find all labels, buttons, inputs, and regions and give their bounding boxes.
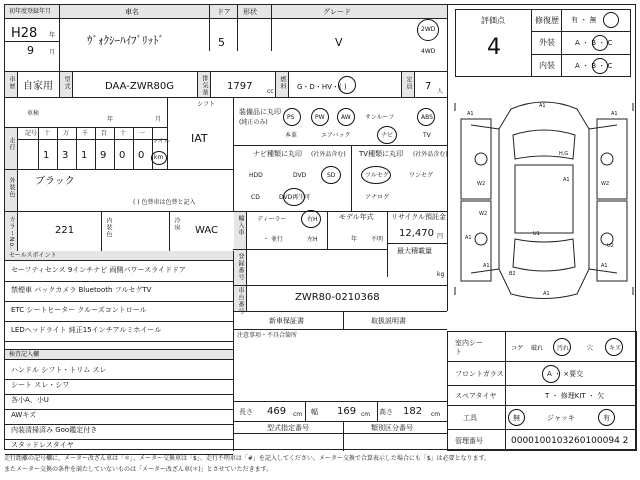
- equipment-item: PS: [287, 114, 295, 121]
- management-value: 0000100103260100094 2: [511, 436, 629, 446]
- tv-item: ワンセグ: [409, 172, 434, 179]
- diagram-label: A1: [611, 111, 618, 117]
- diagram-label: U2: [607, 243, 614, 249]
- exterior-options: A ・ B ・ C: [575, 39, 613, 47]
- spare-label: スペアタイヤ: [455, 392, 497, 400]
- tv-item: アナログ: [365, 194, 390, 201]
- reg-month: 9: [27, 44, 34, 57]
- windshield-a-circle: [542, 365, 560, 383]
- navi-item: HDD: [249, 172, 263, 179]
- odometer-col-label: 万: [63, 130, 70, 137]
- windshield-label: フロントガラス: [455, 370, 504, 378]
- equipment-item: エアバック: [321, 132, 351, 139]
- diagram-label: W2: [479, 211, 488, 217]
- color-label: 外装色: [8, 177, 15, 198]
- seat-dirty-circle: [553, 338, 571, 356]
- spare-options: T ・ 修理KIT ・ 欠: [545, 392, 605, 400]
- diagram-label: A1: [601, 263, 608, 269]
- diagram-label: A1: [543, 291, 550, 297]
- equipment-circle: [337, 108, 355, 126]
- cooler-label: 冷房: [173, 217, 180, 231]
- capacity-value: 7: [425, 81, 432, 92]
- color-name: ブラック: [35, 176, 75, 187]
- seat-option: 破れ: [531, 345, 544, 352]
- import-label: 輸入車: [237, 215, 244, 236]
- repair-options: 有 ・ 無: [571, 16, 597, 24]
- jack-label: ジャッキ: [547, 414, 575, 422]
- odometer-digit: 3: [62, 150, 69, 161]
- navi-dvd-circle: [283, 188, 305, 206]
- color-code: 221: [55, 225, 75, 236]
- steering-right: 右H: [307, 216, 318, 223]
- displacement-unit: cc: [267, 88, 274, 95]
- equipment-label: 装備品に丸印: [239, 108, 281, 116]
- odometer-digit: 1: [43, 150, 50, 161]
- equipment-circle: [417, 108, 435, 126]
- type-number-label: 型式指定番号: [267, 424, 309, 432]
- grade-label: グレード: [323, 8, 351, 16]
- car-outline-icon: [455, 102, 633, 299]
- reg-date-label: 初年度登録年月: [9, 8, 52, 15]
- height-unit: cm: [431, 411, 441, 418]
- tools-label: 工具: [463, 414, 477, 422]
- shift-label: シフト: [197, 101, 216, 108]
- width-label: 幅: [311, 408, 318, 416]
- car-damage-diagram: [451, 89, 637, 309]
- diagram-label: A1: [539, 103, 546, 109]
- equipment-sub: (純正のみ): [239, 119, 268, 126]
- tv-item: フルセグ: [365, 172, 389, 179]
- import-dealer: ディーラー: [257, 216, 287, 223]
- inspector-line: シート スレ・シワ: [11, 381, 70, 389]
- class-number-label: 類別区分番号: [371, 424, 413, 432]
- score-label: 評価点: [481, 16, 505, 25]
- exterior-b-circle: [592, 35, 608, 51]
- navi-sd-circle: [321, 166, 341, 184]
- repair-none-circle: [603, 12, 619, 28]
- shaken-year: 年: [107, 116, 114, 123]
- inspector-label: 検査記入欄: [9, 351, 40, 358]
- car-name-label: 車名: [125, 8, 139, 16]
- tv-fullseg-circle: [361, 166, 391, 184]
- score-value: 4: [487, 35, 501, 60]
- sale-points-label: セールスポイント: [9, 252, 57, 259]
- length-label: 長さ: [239, 408, 253, 416]
- diagram-label: U1: [533, 231, 540, 237]
- sale-point-line: ETC シートヒーター クルーズコントロール: [11, 306, 147, 314]
- odometer-col-label: 十: [44, 130, 51, 137]
- inspection-sheet: [4, 4, 636, 450]
- seat-option: キズ: [609, 345, 621, 352]
- fuel-hv-circle: [338, 76, 356, 94]
- usage-value: 自家用: [23, 81, 53, 92]
- fuel-options: G・D・HV・( ): [297, 83, 347, 91]
- shaken-label: 車検: [27, 110, 40, 117]
- equipment-circle: [377, 126, 397, 144]
- fuel-label: 燃料: [279, 76, 286, 90]
- drive-2wd: 2WD: [421, 26, 436, 33]
- odometer-digit: 1: [81, 150, 88, 161]
- model-label: 型式: [63, 76, 70, 90]
- equipment-item: 本革: [285, 132, 298, 139]
- odometer-digit: 0: [119, 150, 126, 161]
- capacity-unit: 人: [437, 88, 444, 95]
- navi-sub: (社外品含む): [311, 151, 346, 158]
- load-unit: kg: [437, 271, 445, 278]
- length-value: 469: [267, 406, 287, 417]
- odometer-col-label: 千: [82, 130, 89, 137]
- unit-km: km: [154, 154, 164, 161]
- inspector-line: AWキズ: [11, 411, 37, 419]
- capacity-label: 定員: [405, 76, 412, 90]
- length-unit: cm: [293, 411, 303, 418]
- car-name: ｳﾞｫｸｼｰﾊｲﾌﾞﾘｯﾄﾞ: [87, 34, 164, 47]
- model-value: DAA-ZWR80G: [105, 81, 175, 92]
- equipment-item: AW: [341, 114, 351, 121]
- reg-era: H28: [11, 26, 38, 41]
- inspector-line: 各小A、小U: [11, 396, 49, 404]
- steering-left: 左H: [307, 236, 318, 243]
- navi-item: DVD再生可: [279, 194, 311, 201]
- diagram-label: W2: [601, 181, 610, 187]
- chassis-value: ZWR80-0210368: [295, 292, 380, 303]
- import-parallel: ・ 並行: [263, 236, 283, 243]
- shift-value: IAT: [191, 132, 208, 145]
- recycle-label: リサイクル預託金: [391, 213, 447, 221]
- displacement-label: 排気量: [201, 75, 208, 96]
- unit-mile: マイル: [152, 138, 170, 145]
- diagram-label: B2: [509, 271, 516, 277]
- equipment-item: サンルーフ: [365, 114, 395, 121]
- odometer-digit: 0: [138, 150, 145, 161]
- inspector-line: 内装清掃済み Goo鑑定付き: [11, 426, 98, 434]
- interior-b-circle: [592, 58, 608, 74]
- seat-option: 汚れ: [557, 345, 570, 352]
- navi-item: DVD: [293, 172, 307, 179]
- jack-yes-circle: [598, 409, 615, 426]
- model-year-mark: 年: [351, 236, 358, 243]
- height-label: 高さ: [379, 408, 393, 416]
- tools-value: 無: [513, 414, 520, 422]
- door-label: ドア: [217, 8, 231, 16]
- windshield-options: A ・ ×要交: [547, 370, 584, 378]
- diagram-label: A1: [465, 235, 472, 241]
- equipment-circle: [283, 108, 301, 126]
- warranty-manual: 取扱説明書: [371, 317, 406, 325]
- warranty-new: 新車保証書: [269, 317, 304, 325]
- model-year-unknown: 不明: [371, 236, 384, 243]
- odometer-col-label: 十: [120, 130, 127, 137]
- tv-title: TV種類に丸印: [359, 150, 404, 158]
- interior-options: A ・ B ・ C: [575, 62, 613, 70]
- cooler-value: WAC: [195, 225, 218, 236]
- color-note: ( ) 色替車は色替と記入: [133, 199, 196, 206]
- seat-option: 穴: [587, 345, 594, 352]
- odometer-col-label: 一: [139, 130, 146, 137]
- diagram-label: H,G: [559, 151, 569, 157]
- interior-label: 内装: [539, 61, 555, 70]
- equipment-item: ナビ: [381, 132, 394, 139]
- displacement-value: 1797: [227, 81, 253, 92]
- recycle-value: 12,470: [399, 228, 434, 239]
- equipment-circle: [311, 108, 329, 126]
- shaken-month: 月: [155, 116, 162, 123]
- footer-line-1: 走行距離の記号欄に、メーター改ざん車は「＊」、メーター交換車は「$」、走行不明車は「#」を記入してください。メーター交換で合算表示した場合にも「$」は必要となります。: [4, 455, 491, 462]
- exterior-label: 外装: [539, 38, 555, 47]
- jack-value: 有: [603, 414, 610, 422]
- reg-year-mark: 年: [49, 32, 56, 39]
- inspector-line: ハンドル シフト・トリム スレ: [11, 366, 107, 374]
- equipment-item: ABS: [421, 114, 433, 121]
- navi-item: SD: [327, 172, 336, 179]
- seat-option: コゲ: [511, 345, 524, 352]
- equipment-item: PW: [315, 114, 325, 121]
- doors-value: 5: [218, 36, 225, 49]
- diagram-label: A1: [563, 177, 570, 183]
- repair-label: 修復歴: [535, 16, 559, 25]
- distance-label: 走行: [8, 137, 15, 151]
- width-unit: cm: [361, 411, 371, 418]
- width-value: 169: [337, 406, 357, 417]
- color-code-label: カラーNo.: [8, 216, 15, 250]
- navi-title: ナビ種類に丸印: [253, 150, 302, 158]
- diagram-label: W2: [477, 181, 486, 187]
- diagram-label: A1: [467, 111, 474, 117]
- odometer-col-label: 記号: [25, 130, 38, 137]
- interior-seat-label: 室内シート: [455, 339, 483, 356]
- reg-month-mark: 月: [49, 49, 56, 56]
- odometer-digit: 9: [100, 150, 107, 161]
- inspector-line: スタッドレスタイヤ: [11, 441, 74, 449]
- equipment-item: TV: [423, 132, 431, 139]
- chassis-label: 車台番号: [237, 287, 244, 315]
- tv-sub: (社外品含む): [413, 151, 448, 158]
- registration-label: 登録番号: [237, 253, 244, 281]
- notes-label: 注意事項・不具合箇所: [237, 332, 298, 339]
- tools-none-circle: [508, 409, 525, 426]
- shape-label: 形状: [243, 8, 257, 16]
- seat-scratch-circle: [605, 338, 623, 356]
- footer-line-2: またメーター交換の条件を満たしていないものは「メーター改ざん車(＊)」とさせていただきます。: [4, 466, 273, 473]
- navi-item: CD: [251, 194, 260, 201]
- sale-point-line: LEDヘッドライト 純正15インチアルミホイール: [11, 326, 162, 334]
- drive-4wd: 4WD: [421, 48, 436, 55]
- sale-point-line: セーフティセンス 9インチナビ 両側パワースライドドア: [11, 266, 186, 274]
- model-year-label: モデル年式: [339, 213, 374, 221]
- grade-value: V: [335, 36, 343, 49]
- height-value: 182: [403, 406, 423, 417]
- odometer-col-label: 百: [101, 130, 108, 137]
- recycle-yen: 円: [437, 233, 444, 240]
- interior-color-label: 内装色: [105, 217, 112, 238]
- management-label: 管理番号: [455, 437, 483, 445]
- load-label: 最大積載量: [397, 247, 432, 255]
- sale-point-line: 禁煙車 バックカメラ Bluetooth フルセグTV: [11, 286, 152, 294]
- usage-label: 車歴: [8, 76, 15, 90]
- steering-right-circle: [301, 210, 321, 228]
- diagram-label: A1: [483, 263, 490, 269]
